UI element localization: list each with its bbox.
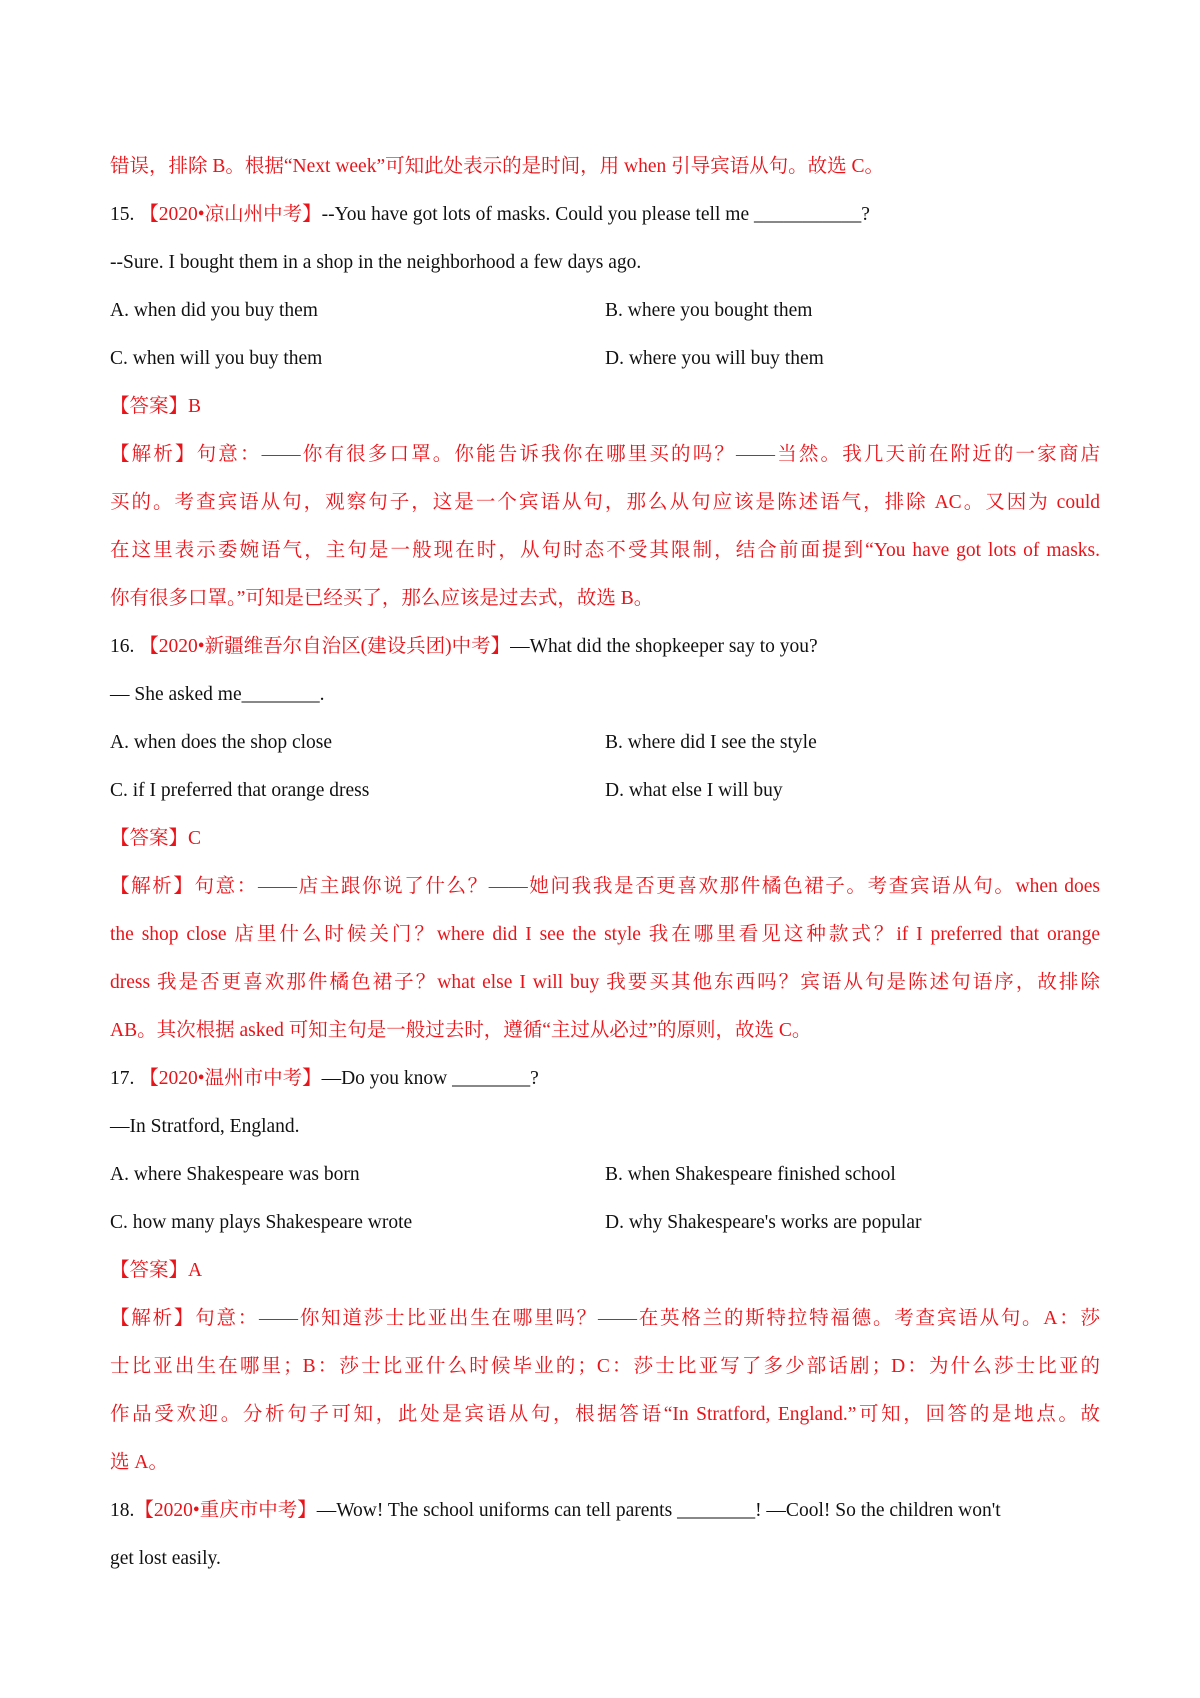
q16-question: —What did the shopkeeper say to you? bbox=[510, 636, 818, 657]
q15-option-c: C. when will you buy them bbox=[110, 348, 323, 369]
q15-options-row-2 bbox=[110, 335, 1100, 383]
q15-source-tag: 【2020•凉山州中考】 bbox=[139, 204, 322, 225]
q17-analysis-line-2: 士比亚出生在哪里；B：莎士比亚什么时候毕业的；C：莎士比亚写了多少部话剧；D：为什么莎士比亚的 bbox=[110, 1356, 1100, 1377]
q15-analysis-line-2: 买的。考查宾语从句，观察句子，这是一个宾语从句，那么从句应该是陈述语气，排除 AC。又因为 could bbox=[110, 492, 1100, 513]
q16-option-c: C. if I preferred that orange dress bbox=[110, 780, 370, 801]
q18-number: 18. bbox=[110, 1500, 135, 1521]
q16-options-row-2 bbox=[110, 767, 1100, 815]
q16-option-a: A. when does the shop close bbox=[110, 732, 333, 753]
q16-stem bbox=[110, 623, 1100, 671]
q17-options-row-2 bbox=[110, 1199, 1100, 1247]
q17-analysis-line-1: 【解析】句意：——你知道莎士比亚出生在哪里吗？——在英格兰的斯特拉特福德。考查宾语从句。A：莎 bbox=[110, 1308, 1100, 1329]
q17-response: —In Stratford, England. bbox=[110, 1116, 300, 1137]
q18-stem bbox=[110, 1487, 1100, 1535]
q18-question-continued: get lost easily. bbox=[110, 1548, 221, 1569]
q15-option-d: D. where you will buy them bbox=[605, 348, 824, 369]
q17-option-d: D. why Shakespeare's works are popular bbox=[605, 1212, 922, 1233]
q15-number: 15. bbox=[110, 204, 135, 225]
q15-option-a: A. when did you buy them bbox=[110, 300, 318, 321]
q17-question: —Do you know ________? bbox=[321, 1068, 539, 1089]
q17-number: 17. bbox=[110, 1068, 135, 1089]
q14-analysis-tail: 错误，排除 B。根据“Next week”可知此处表示的是时间，用 when 引导宾语从句。故选 C。 bbox=[110, 156, 884, 177]
q17-option-c: C. how many plays Shakespeare wrote bbox=[110, 1212, 413, 1233]
q16-options-row-1 bbox=[110, 719, 1100, 767]
q16-analysis-line-1: 【解析】句意：——店主跟你说了什么？——她问我我是否更喜欢那件橘色裙子。考查宾语从句。when does bbox=[110, 876, 1100, 897]
q15-response: --Sure. I bought them in a shop in the neighborhood a few days ago. bbox=[110, 252, 642, 273]
q17-option-a: A. where Shakespeare was born bbox=[110, 1164, 360, 1185]
q17-analysis-line-4: 选 A。 bbox=[110, 1452, 168, 1473]
q16-answer: 【答案】C bbox=[110, 828, 202, 849]
q16-analysis-line-2: the shop close 店里什么时候关门？where did I see the style 我在哪里看见这种款式？if I preferred that orange bbox=[110, 924, 1100, 945]
q16-response: — She asked me________. bbox=[110, 684, 325, 705]
q17-source-tag: 【2020•温州市中考】 bbox=[139, 1068, 322, 1089]
q16-option-b: B. where did I see the style bbox=[605, 732, 817, 753]
q16-source-tag: 【2020•新疆维吾尔自治区(建设兵团)中考】 bbox=[139, 636, 511, 657]
q17-answer: 【答案】A bbox=[110, 1260, 203, 1281]
q17-stem bbox=[110, 1055, 1100, 1103]
q17-options-row-1 bbox=[110, 1151, 1100, 1199]
q17-analysis-line-3: 作品受欢迎。分析句子可知，此处是宾语从句，根据答语“In Stratford, England.”可知，回答的是地点。故 bbox=[110, 1404, 1100, 1425]
q16-analysis-line-4: AB。其次根据 asked 可知主句是一般过去时，遵循“主过从必过”的原则，故选 C。 bbox=[110, 1020, 812, 1041]
q15-option-b: B. where you bought them bbox=[605, 300, 813, 321]
q16-option-d: D. what else I will buy bbox=[605, 780, 783, 801]
q16-number: 16. bbox=[110, 636, 135, 657]
q15-stem bbox=[110, 191, 1100, 239]
q18-question: —Wow! The school uniforms can tell parents ________! —Cool! So the children won't bbox=[316, 1500, 1001, 1521]
q17-option-b: B. when Shakespeare finished school bbox=[605, 1164, 896, 1185]
q15-options-row-1 bbox=[110, 287, 1100, 335]
q15-question: --You have got lots of masks. Could you please tell me ___________? bbox=[321, 204, 870, 225]
q15-analysis-line-3: 在这里表示委婉语气，主句是一般现在时，从句时态不受其限制，结合前面提到“You have got lots of masks. bbox=[110, 540, 1100, 561]
q15-analysis-line-1: 【解析】句意：——你有很多口罩。你能告诉我你在哪里买的吗？——当然。我几天前在附近的一家商店 bbox=[110, 444, 1100, 465]
q16-analysis-line-3: dress 我是否更喜欢那件橘色裙子？what else I will buy 我要买其他东西吗？宾语从句是陈述句语序，故排除 bbox=[110, 972, 1100, 993]
q18-source-tag: 【2020•重庆市中考】 bbox=[134, 1500, 317, 1521]
q15-analysis-line-4: 你有很多口罩。”可知是已经买了，那么应该是过去式，故选 B。 bbox=[110, 588, 654, 609]
q15-answer: 【答案】B bbox=[110, 396, 202, 417]
